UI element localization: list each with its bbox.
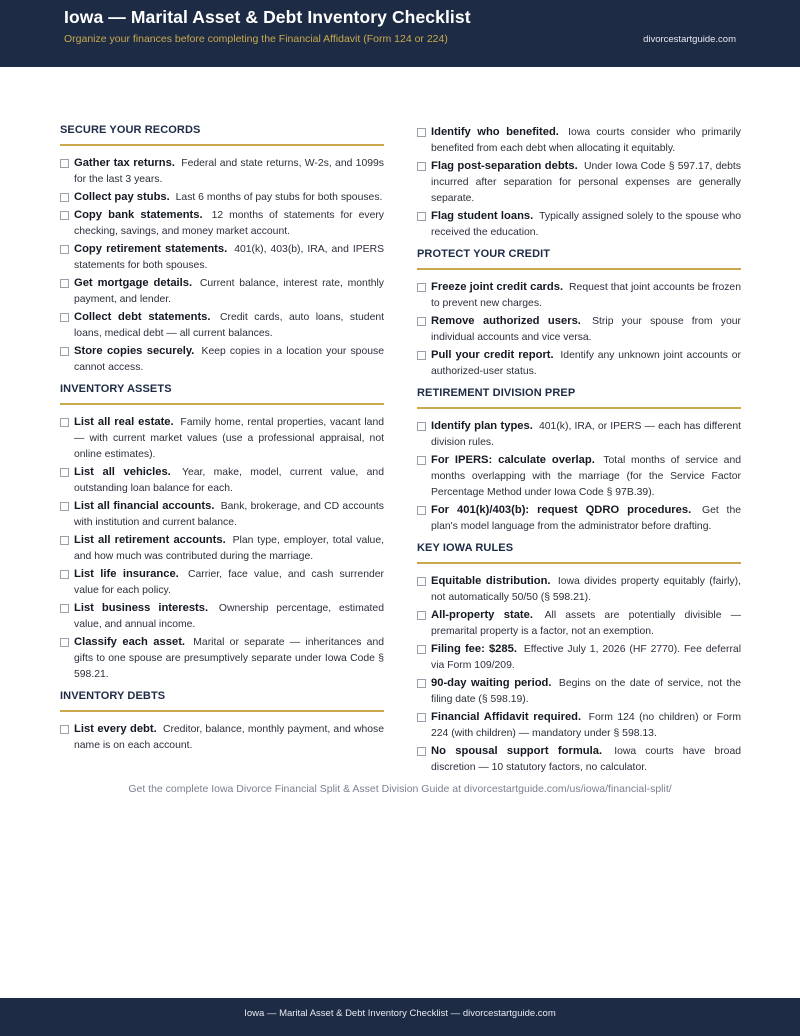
item-text: Form 124 (no children) or Form 224 (with children) — mandatory under § 598.13. [431,712,742,739]
checkbox-icon[interactable] [417,128,426,137]
checkbox-icon[interactable] [60,313,69,322]
item-text: Creditor, balance, monthly payment, and whose name is on each account. [74,724,385,751]
checkbox-icon[interactable] [60,245,69,254]
checklist-item[interactable] [417,675,741,708]
site-name: divorcestartguide.com [643,34,736,45]
checklist-item[interactable] [60,275,384,308]
checklist-section [417,542,741,776]
checklist-item[interactable] [417,743,741,776]
item-lead: All-property state. [431,609,533,621]
item-text: Typically assigned solely to the spouse who received the education. [431,211,742,238]
item-lead: List all retirement accounts. [74,534,226,546]
item-lead: Collect debt statements. [74,311,211,323]
item-text: Iowa courts consider who primarily benefited from each debt when allocating it equitably. [431,127,741,154]
item-text: Carrier, face value, and cash surrender value for each policy. [74,569,384,596]
page-title: Iowa — Marital Asset & Debt Inventory Checklist [64,7,471,27]
item-text: Request that joint accounts be frozen to prevent new charges. [431,282,741,309]
checkbox-icon[interactable] [60,536,69,545]
item-lead: Identify plan types. [431,420,533,432]
item-text: Get the plan's model language from the administrator before drafting. [431,505,741,532]
item-lead: For IPERS: calculate overlap. [431,454,595,466]
checkbox-icon[interactable] [60,725,69,734]
checklist-section [60,124,384,376]
item-text: Family home, rental properties, vacant land — with current market values (use a professional appraisal, not online estimates). [74,417,384,460]
section-title: KEY IOWA RULES [417,542,741,564]
checklist-item[interactable] [417,208,741,241]
item-text: 401(k), IRA, or IPERS — each has different division rules. [431,421,742,448]
checkbox-icon[interactable] [417,645,426,654]
section-title: INVENTORY DEBTS [60,690,384,712]
checkbox-icon[interactable] [60,570,69,579]
checkbox-icon[interactable] [60,193,69,202]
checkbox-icon[interactable] [60,159,69,168]
checklist-item[interactable] [60,343,384,376]
page-subtitle: Organize your finances before completing the Financial Affidavit (Form 124 or 224) [64,33,448,45]
checklist-item[interactable] [417,573,741,606]
checklist-item[interactable] [417,418,741,451]
item-lead: No spousal support formula. [431,745,603,757]
checklist-item[interactable] [417,347,741,380]
item-text: Year, make, model, current value, and outstanding loan balance for each. [74,467,384,494]
item-lead: Get mortgage details. [74,277,193,289]
checklist-item[interactable] [60,189,384,206]
item-text: Effective July 1, 2026 (HF 2770). Fee deferral via Form 109/209. [431,644,741,671]
section-title: PROTECT YOUR CREDIT [417,248,741,270]
item-text: 12 months of statements for every checking, savings, and money market account. [74,210,384,237]
item-text: Bank, brokerage, and CD accounts with institution and current balance. [74,501,384,528]
checklist-section [417,387,741,535]
checkbox-icon[interactable] [60,468,69,477]
item-text: Under Iowa Code § 597.17, debts incurred after separation for personal expenses are generally separate. [431,161,742,204]
item-text: Plan type, employer, total value, and how much was contributed during the marriage. [74,535,384,562]
checkbox-icon[interactable] [417,679,426,688]
guide-link[interactable]: Get the complete Iowa Divorce Financial Split & Asset Division Guide at divorcestartguide.com/us/iowa/financial-split/ [128,783,672,795]
checklist-item[interactable] [60,532,384,565]
item-text: Iowa courts have broad discretion — 10 statutory factors, no calculator. [431,746,741,773]
item-lead: List every debt. [74,723,157,735]
checkbox-icon[interactable] [60,347,69,356]
item-lead: List all vehicles. [74,466,171,478]
item-text: Marital or separate — inheritances and gifts to one spouse are presumptively separate under Iowa Code § 598.21. [74,637,384,680]
item-lead: List all financial accounts. [74,500,215,512]
checklist-item[interactable] [417,607,741,640]
item-lead: Identify who benefited. [431,126,559,138]
checkbox-icon[interactable] [417,212,426,221]
checkbox-icon[interactable] [417,351,426,360]
item-lead: Freeze joint credit cards. [431,281,564,293]
item-text: Identify any unknown joint accounts or authorized-user status. [431,350,742,377]
item-lead: List all real estate. [74,416,174,428]
checkbox-icon[interactable] [417,422,426,431]
section-title: RETIREMENT DIVISION PREP [417,387,741,409]
item-text: Begins on the date of service, not the filing date (§ 598.19). [431,678,741,705]
checkbox-icon[interactable] [60,638,69,647]
checkbox-icon[interactable] [417,577,426,586]
debt-continuation [417,124,741,241]
checklist-section [60,690,384,754]
checklist-item[interactable] [60,566,384,599]
item-lead: Flag student loans. [431,210,534,222]
checklist-item[interactable] [60,414,384,463]
checkbox-icon[interactable] [417,747,426,756]
checklist-item[interactable] [417,452,741,501]
item-text: Credit cards, auto loans, student loans, medical debt — all current balances. [74,312,385,339]
checklist-item[interactable] [60,207,384,240]
checkbox-icon[interactable] [417,456,426,465]
item-lead: Flag post-separation debts. [431,160,578,172]
footer-bar [0,998,800,1036]
checkbox-icon[interactable] [60,502,69,511]
item-lead: Classify each asset. [74,636,186,648]
footer-text: Iowa — Marital Asset & Debt Inventory Checklist — divorcestartguide.com [244,1008,556,1019]
checklist-item[interactable] [60,309,384,342]
item-lead: For 401(k)/403(b): request QDRO procedures. [431,504,692,516]
item-text: Strip your spouse from your individual accounts and vice versa. [431,316,741,343]
section-title: INVENTORY ASSETS [60,383,384,405]
item-lead: Store copies securely. [74,345,195,357]
item-lead: Collect pay stubs. [74,191,170,203]
checklist-item[interactable] [60,241,384,274]
item-text: Ownership percentage, estimated value, and annual income. [74,603,384,630]
item-lead: Copy bank statements. [74,209,203,221]
checklist-item[interactable] [417,709,741,742]
checklist-item[interactable] [417,158,741,207]
checkbox-icon[interactable] [60,604,69,613]
item-lead: Filing fee: $285. [431,643,517,655]
checkbox-icon[interactable] [417,506,426,515]
item-text: Current balance, interest rate, monthly payment, and lender. [74,278,385,305]
item-text: Federal and state returns, W-2s, and 1099s for the last 3 years. [74,158,384,185]
checklist-item[interactable] [60,600,384,633]
checklist-section [417,248,741,380]
checkbox-icon[interactable] [60,279,69,288]
checklist-item[interactable] [417,279,741,312]
item-text: Last 6 months of pay stubs for both spouses. [175,192,383,203]
section-title: SECURE YOUR RECORDS [60,124,384,146]
checklist-item[interactable] [60,498,384,531]
item-text: Iowa divides property equitably (fairly), not automatically 50/50 (§ 598.21). [431,576,741,603]
item-lead: Pull your credit report. [431,349,554,361]
item-lead: Equitable distribution. [431,575,551,587]
checkbox-icon[interactable] [417,713,426,722]
item-lead: Remove authorized users. [431,315,581,327]
checklist-item[interactable] [60,634,384,683]
item-lead: List life insurance. [74,568,179,580]
checklist-item[interactable] [60,155,384,188]
item-lead: Copy retirement statements. [74,243,228,255]
checklist-section [60,383,384,683]
checkbox-icon[interactable] [417,162,426,171]
checkbox-icon[interactable] [60,211,69,220]
header-banner [0,0,800,67]
item-text: Keep copies in a location your spouse cannot access. [74,346,384,373]
right-column [417,124,741,783]
item-lead: List business interests. [74,602,209,614]
item-lead: Financial Affidavit required. [431,711,582,723]
checklist-item[interactable] [417,313,741,346]
checklist-item[interactable] [417,124,741,157]
checklist-item[interactable] [417,641,741,674]
checklist-item[interactable] [60,464,384,497]
checkbox-icon[interactable] [417,611,426,620]
item-text: All assets are potentially divisible — premarital property is a factor, not an exemption. [431,610,742,637]
item-lead: 90-day waiting period. [431,677,552,689]
checkbox-icon[interactable] [417,283,426,292]
checkbox-icon[interactable] [60,418,69,427]
item-text: Total months of service and months overlapping with the marriage (for the Service Factor Percentage Method under Iowa Code § 97B.39). [431,455,741,498]
checklist-item[interactable] [417,502,741,535]
item-text: 401(k), 403(b), IRA, and IPERS statements for both spouses. [74,244,384,271]
checkbox-icon[interactable] [417,317,426,326]
left-column [60,124,384,761]
checklist-item[interactable] [60,721,384,754]
item-lead: Gather tax returns. [74,157,175,169]
